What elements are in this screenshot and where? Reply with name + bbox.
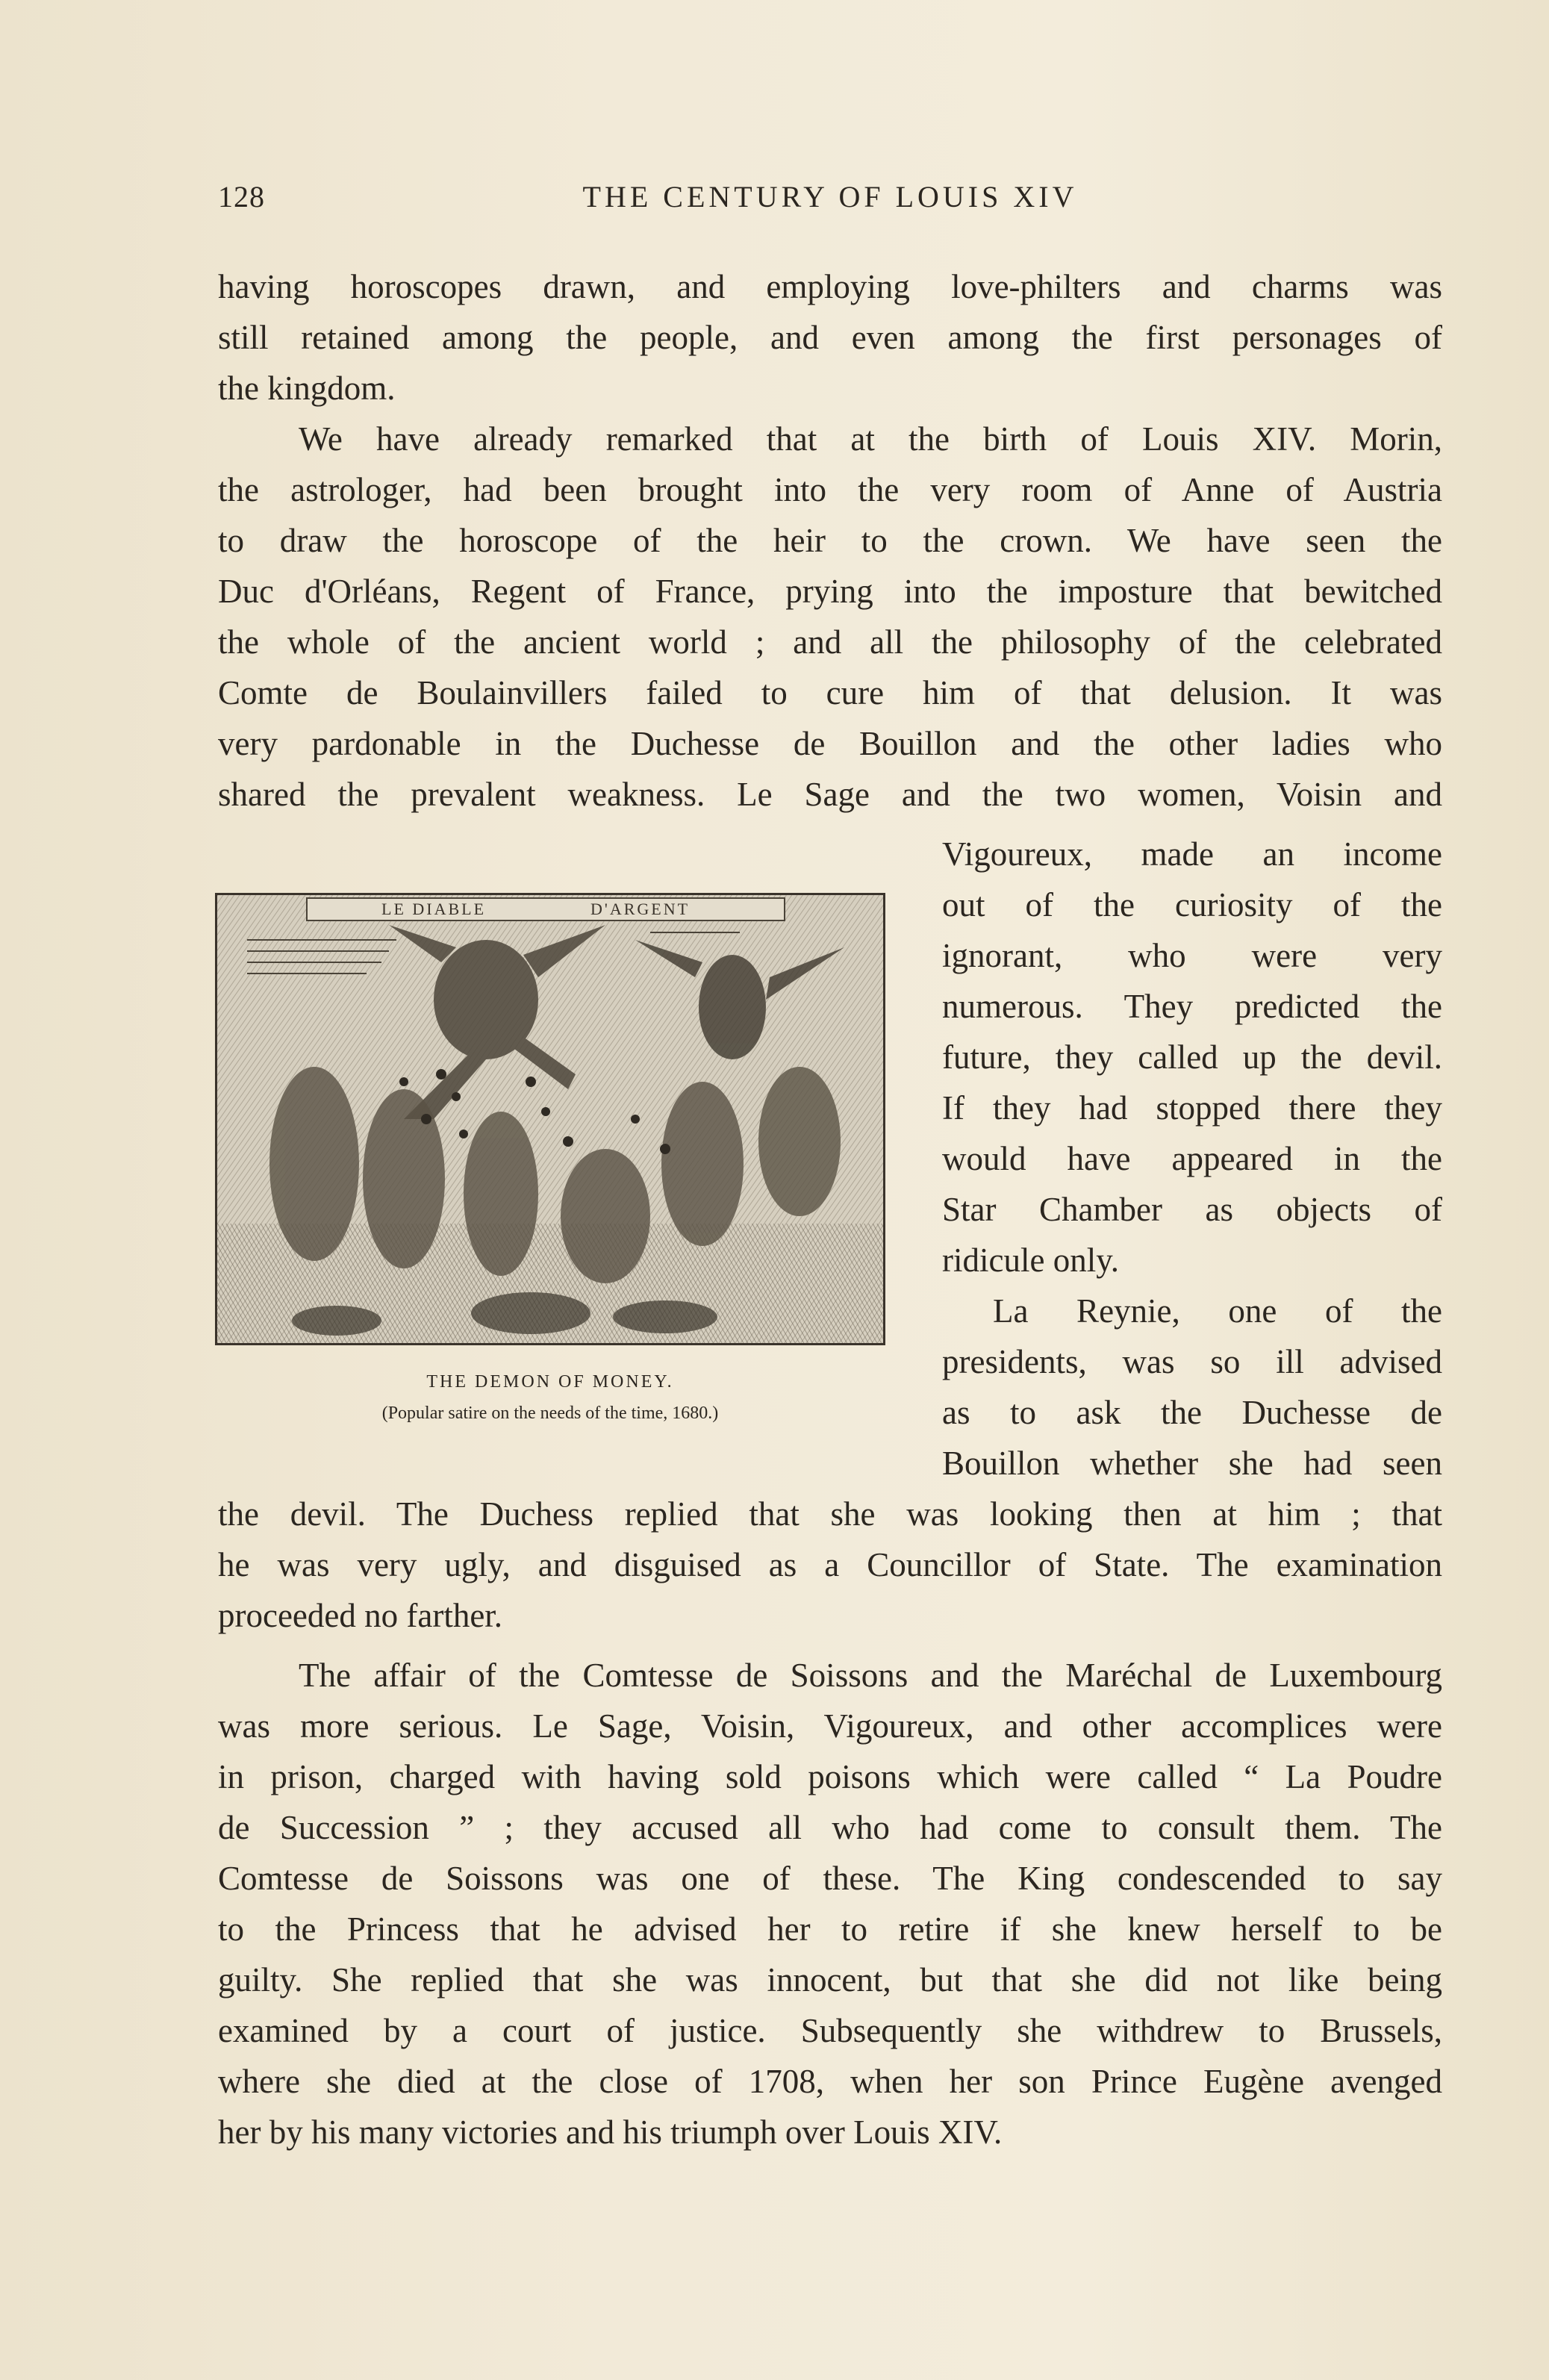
text-line: still retained among the people, and even among the first personages of (218, 319, 1442, 356)
text-line: shared the prevalent weakness. Le Sage and the two women, Voisin and (218, 776, 1442, 813)
text-line: the devil. The Duchess replied that she was looking then at him ; that (218, 1495, 1442, 1533)
banner-text-right: D'ARGENT (590, 900, 691, 918)
banner-scroll (307, 898, 785, 920)
figure-caption-title: THE DEMON OF MONEY. (426, 1372, 674, 1392)
text-line: Comte de Boulainvillers failed to cure him of that delusion. It was (218, 674, 1442, 711)
engraving-illustration (215, 893, 885, 1345)
text-line: the astrologer, had been brought into the very room of Anne of Austria (218, 471, 1442, 508)
text-line: examined by a court of justice. Subsequently she withdrew to Brussels, (218, 2012, 1442, 2049)
text-line: numerous. They predicted the (942, 988, 1442, 1025)
figure-caption-subtitle: (Popular satire on the needs of the time, 1680.) (381, 1404, 719, 1423)
text-line: Bouillon whether she had seen (942, 1445, 1442, 1482)
text-line: her by his many victories and his triumph over Louis XIV. (218, 2113, 1003, 2151)
page-number: 128 (218, 180, 265, 214)
text-line: was more serious. Le Sage, Voisin, Vigoureux, and other accomplices were (218, 1707, 1442, 1745)
text-line: he was very ugly, and disguised as a Councillor of State. The examination (218, 1546, 1442, 1583)
text-line: If they had stopped there they (942, 1089, 1442, 1127)
text-line: proceeded no farther. (218, 1597, 503, 1634)
text-line: presidents, was so ill advised (942, 1343, 1442, 1380)
text-line: Star Chamber as objects of (942, 1191, 1442, 1228)
text-line: in prison, charged with having sold poisons which were called “ La Poudre (218, 1758, 1442, 1795)
text-line: to the Princess that he advised her to retire if she knew herself to be (218, 1910, 1442, 1948)
text-line: Comtesse de Soissons was one of these. The King condescended to say (218, 1860, 1442, 1897)
text-line: The affair of the Comtesse de Soissons and the Maréchal de Luxembourg (299, 1657, 1442, 1694)
text-line: the kingdom. (218, 370, 396, 407)
text-line: very pardonable in the Duchesse de Bouillon and the other ladies who (218, 725, 1442, 762)
engraving-artwork (217, 895, 883, 1343)
text-line: would have appeared in the (942, 1140, 1442, 1177)
text-line: Duc d'Orléans, Regent of France, prying into the imposture that bewitched (218, 573, 1442, 610)
text-line: to draw the horoscope of the heir to the crown. We have seen the (218, 522, 1442, 559)
text-line: de Succession ” ; they accused all who had come to consult them. The (218, 1809, 1442, 1846)
page-header (218, 179, 1442, 224)
running-head: THE CENTURY OF LOUIS XIV (582, 180, 1078, 214)
text-line: out of the curiosity of the (942, 886, 1442, 923)
text-line: We have already remarked that at the birth of Louis XIV. Morin, (299, 420, 1442, 458)
text-line: having horoscopes drawn, and employing love-philters and charms was (218, 268, 1442, 305)
text-line: the whole of the ancient world ; and all the philosophy of the celebrated (218, 623, 1442, 661)
text-line: where she died at the close of 1708, when her son Prince Eugène avenged (218, 2063, 1442, 2100)
text-line: as to ask the Duchesse de (942, 1394, 1442, 1431)
text-line: future, they called up the devil. (942, 1038, 1442, 1076)
text-line: ridicule only. (942, 1242, 1120, 1279)
text-line: ignorant, who were very (942, 937, 1442, 974)
text-line: guilty. She replied that she was innocent, but that she did not like being (218, 1961, 1442, 1999)
banner-text-left: LE DIABLE (381, 900, 487, 918)
text-line: Vigoureux, made an income (942, 835, 1442, 873)
text-line: La Reynie, one of the (993, 1292, 1442, 1330)
